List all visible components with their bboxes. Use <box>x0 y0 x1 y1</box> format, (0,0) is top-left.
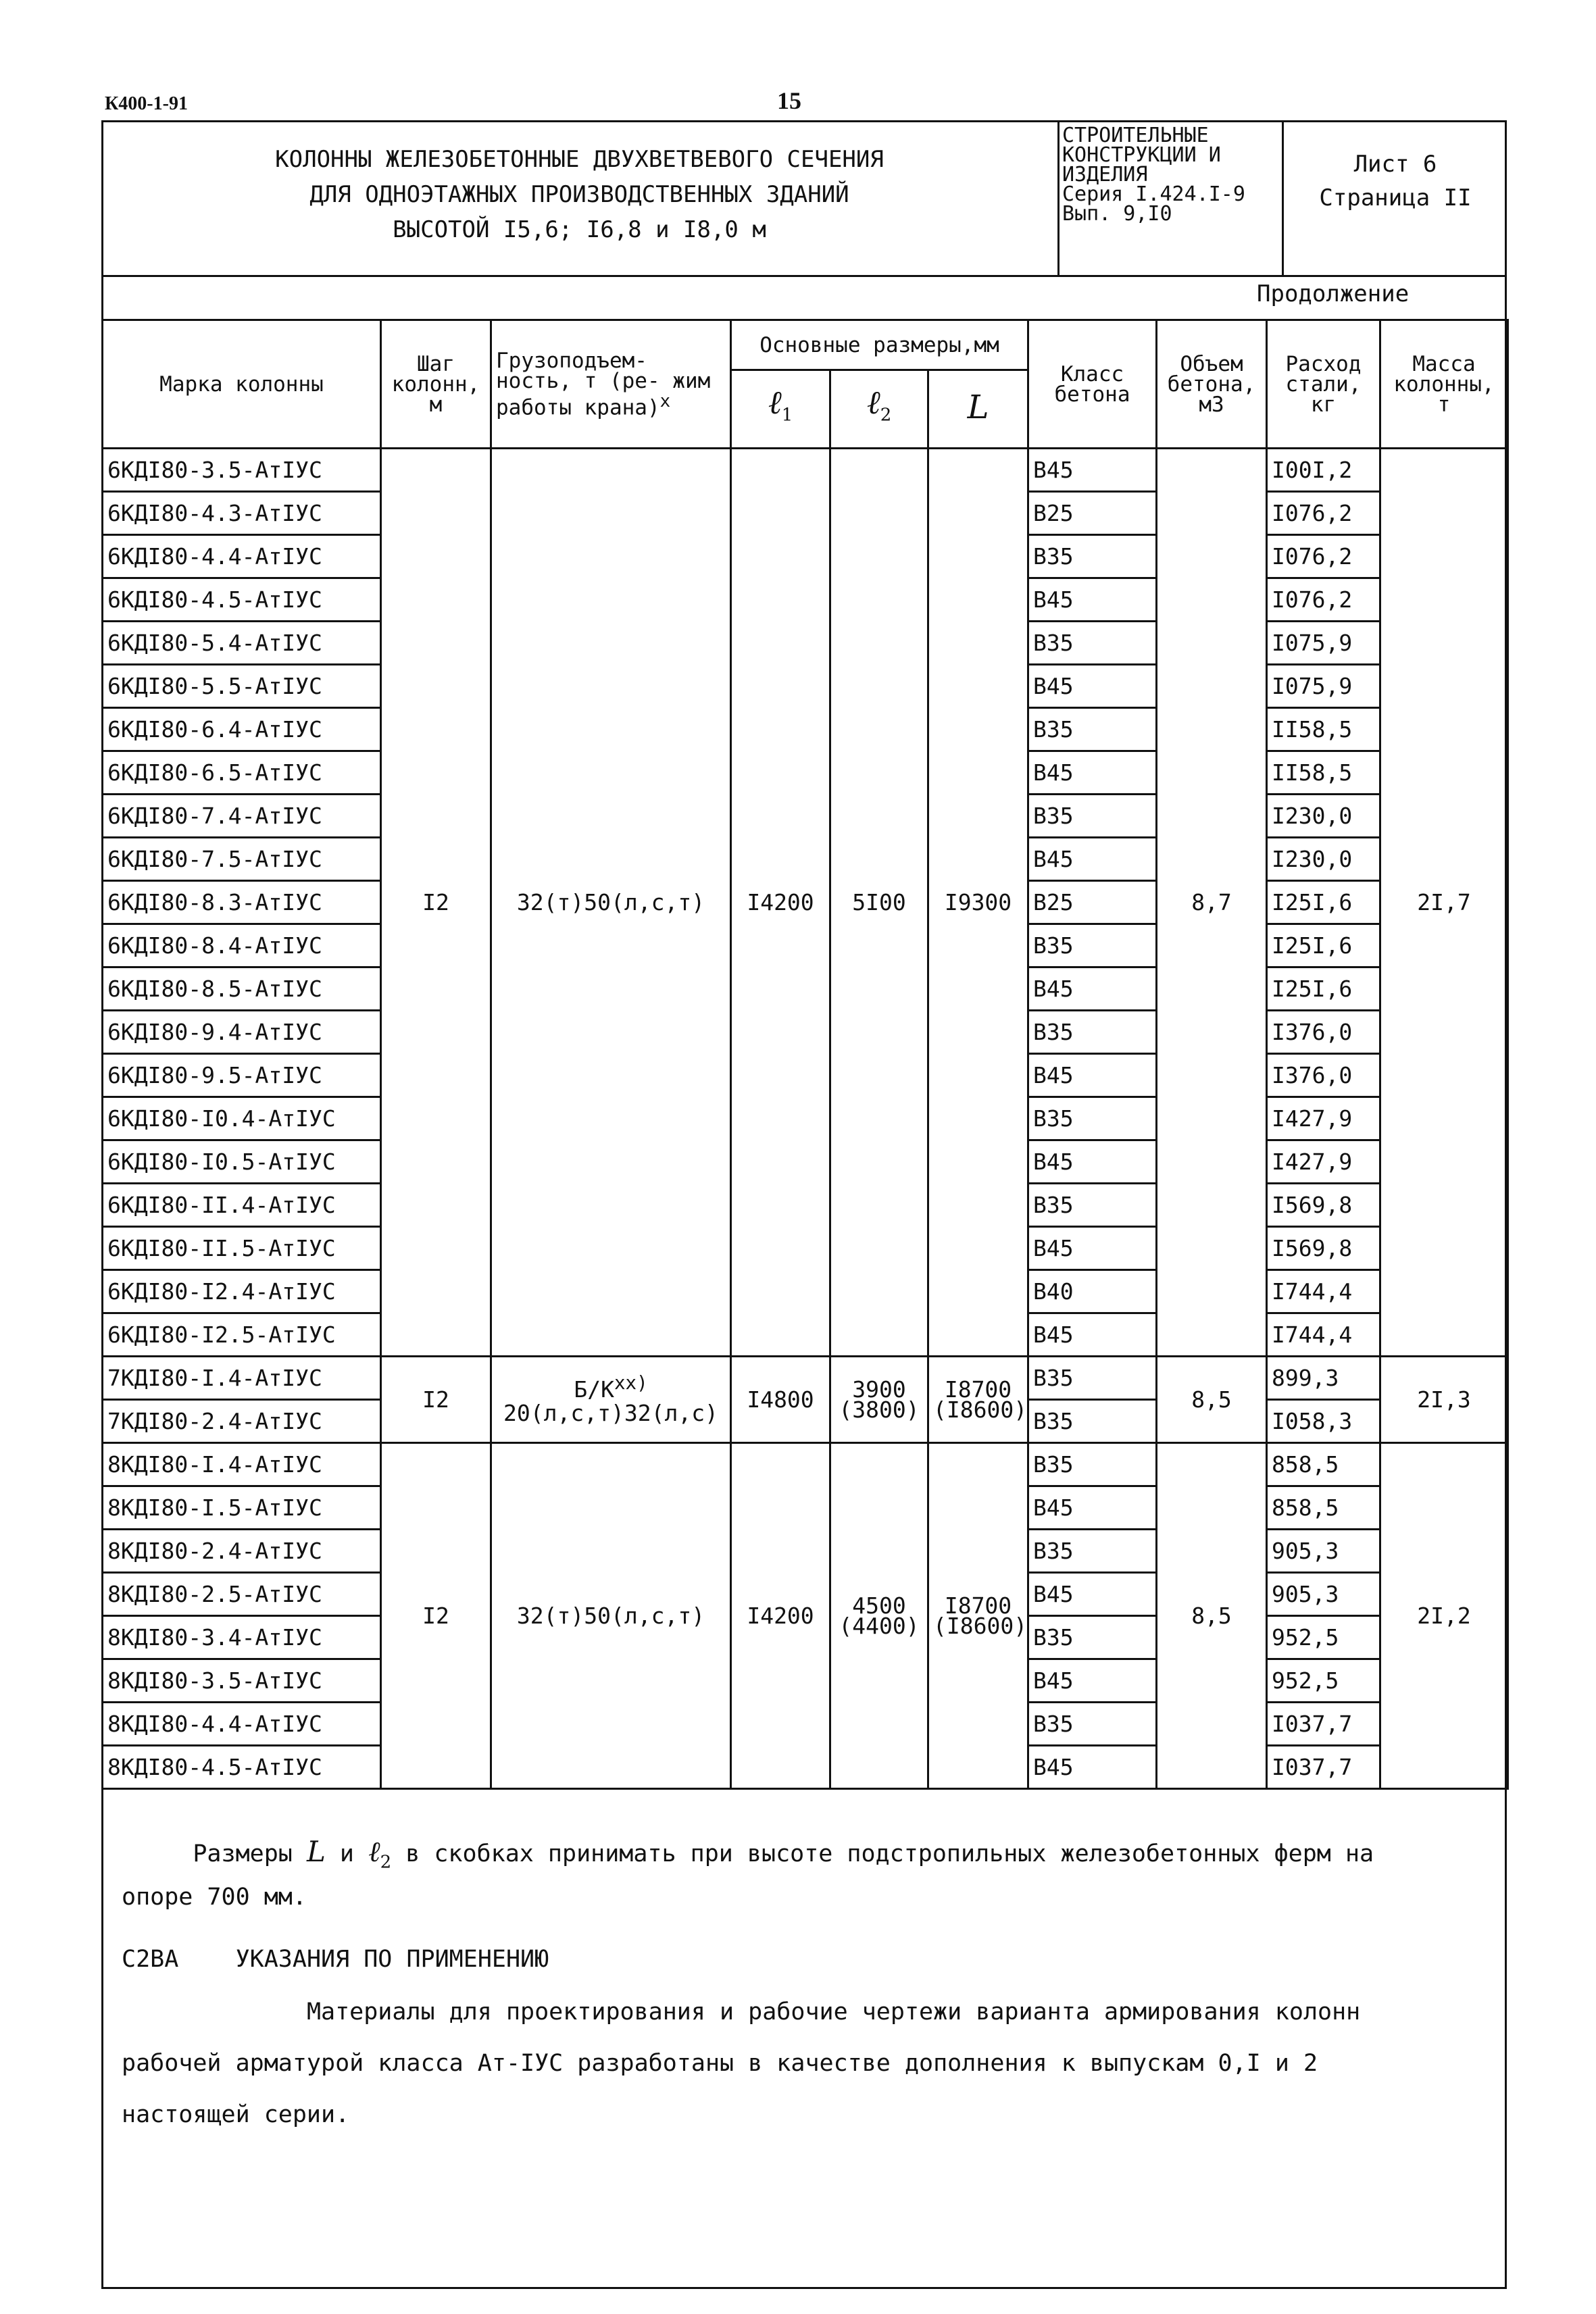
steel-cell: 905,3 <box>1267 1530 1380 1573</box>
table-row <box>103 1443 1508 1486</box>
header-capacity-text: Грузоподъем- ность, т (ре- жим работы крана) <box>496 348 711 420</box>
mark-cell: 8КДI80-2.5-АтIУС <box>103 1573 381 1616</box>
mark-cell: 6КДI80-7.4-АтIУС <box>103 795 381 838</box>
capacity-value: 20(л,с,т)32(л,с) <box>503 1400 718 1426</box>
steel-cell: II58,5 <box>1267 708 1380 751</box>
L-cell <box>928 1443 1028 1789</box>
capacity-cell <box>491 1443 731 1789</box>
header-steel: Расход стали, кг <box>1267 320 1380 449</box>
sheet-box <box>1284 120 1507 277</box>
mark-cell: 6КДI80-4.3-АтIУС <box>103 492 381 535</box>
page-label: Страница II <box>1319 184 1472 211</box>
section-heading <box>122 1946 549 1973</box>
step-cell: I2 <box>381 1357 491 1443</box>
steel-cell: I230,0 <box>1267 838 1380 881</box>
header-concrete-class: Класс бетона <box>1028 320 1157 449</box>
steel-cell: I569,8 <box>1267 1184 1380 1227</box>
header-L: L <box>928 370 1028 449</box>
header-capacity <box>491 320 731 449</box>
class-cell: В35 <box>1028 795 1157 838</box>
L-alt-value: (I8600) <box>933 1612 1028 1639</box>
header-l2: ℓ$_2$ <box>830 370 928 449</box>
mark-cell: 6КДI80-6.4-АтIУС <box>103 708 381 751</box>
L-value: I8700 <box>944 1376 1012 1403</box>
mark-cell: 8КДI80-3.5-АтIУС <box>103 1659 381 1703</box>
steel-cell: I037,7 <box>1267 1703 1380 1746</box>
steel-cell: II58,5 <box>1267 751 1380 795</box>
l2-alt-value: (4400) <box>839 1612 920 1639</box>
table-row <box>103 1357 1508 1400</box>
l1-cell: I4200 <box>731 1443 830 1789</box>
l2-value: 3900 <box>852 1376 906 1403</box>
mark-cell: 6КДI80-I0.5-АтIУС <box>103 1140 381 1184</box>
class-cell: В35 <box>1028 1097 1157 1140</box>
series-line: Вып. 9,I0 <box>1062 202 1172 226</box>
l2-value: 5I00 <box>852 888 906 915</box>
capacity-value: 32(т)50(л,с,т) <box>516 889 705 915</box>
capacity-cell <box>491 449 731 1357</box>
footnote-text-2: в скобках принимать при высоте подстропильных железобетонных ферм на опоре 700 мм. <box>122 1840 1374 1911</box>
steel-cell: I427,9 <box>1267 1140 1380 1184</box>
class-cell: В45 <box>1028 967 1157 1011</box>
mark-cell: 6КДI80-I2.5-АтIУС <box>103 1313 381 1357</box>
columns-table <box>101 319 1509 1790</box>
steel-cell: I076,2 <box>1267 578 1380 622</box>
class-cell: В45 <box>1028 1227 1157 1270</box>
class-cell: В35 <box>1028 924 1157 967</box>
mark-cell: 6КДI80-I0.4-АтIУС <box>103 1097 381 1140</box>
mark-cell: 6КДI80-4.4-АтIУС <box>103 535 381 578</box>
application-paragraph: Материалы для проектирования и рабочие чертежи варианта армирования колонн рабочей арматурой класса Ат-IУС разработаны в качестве дополнения к выпускам 0,I и 2 настоящей серии. <box>122 1998 1361 2128</box>
mark-cell: 8КДI80-4.5-АтIУС <box>103 1746 381 1789</box>
L-cell <box>928 449 1028 1357</box>
mark-cell: 6КДI80-II.4-АтIУС <box>103 1184 381 1227</box>
class-cell: В45 <box>1028 1659 1157 1703</box>
capacity-crane-type: $Б/К^{хх)}$ <box>574 1372 648 1403</box>
volume-cell: 8,7 <box>1157 449 1267 1357</box>
steel-cell: I744,4 <box>1267 1270 1380 1313</box>
l2-cell <box>830 1357 928 1443</box>
footnote-and: и <box>339 1840 354 1867</box>
class-cell: В35 <box>1028 1703 1157 1746</box>
table-body <box>103 449 1508 1789</box>
class-cell: В45 <box>1028 665 1157 708</box>
steel-cell: I00I,2 <box>1267 449 1380 492</box>
steel-cell: 858,5 <box>1267 1443 1380 1486</box>
steel-cell: I25I,6 <box>1267 967 1380 1011</box>
steel-cell: I230,0 <box>1267 795 1380 838</box>
series-line: СТРОИТЕЛЬНЫЕ <box>1062 124 1209 147</box>
steel-cell: I744,4 <box>1267 1313 1380 1357</box>
steel-cell: 858,5 <box>1267 1486 1380 1530</box>
title-line: КОЛОННЫ ЖЕЛЕЗОБЕТОННЫЕ ДВУХВЕТВЕВОГО СЕЧЕНИЯ <box>275 146 884 173</box>
document-code: К400-1-91 <box>105 93 188 114</box>
mark-cell: 7КДI80-I.4-АтIУС <box>103 1357 381 1400</box>
steel-cell: I569,8 <box>1267 1227 1380 1270</box>
header-step: Шаг колонн, м <box>381 320 491 449</box>
section-title: УКАЗАНИЯ ПО ПРИМЕНЕНИЮ <box>235 1946 549 1973</box>
mark-cell: 6КДI80-8.3-АтIУС <box>103 881 381 924</box>
title-line: ДЛЯ ОДНОЭТАЖНЫХ ПРОИЗВОДСТВЕННЫХ ЗДАНИЙ <box>309 181 849 208</box>
steel-cell: I376,0 <box>1267 1011 1380 1054</box>
steel-cell: 952,5 <box>1267 1616 1380 1659</box>
header-mass: Масса колонны, т <box>1380 320 1508 449</box>
class-cell: В35 <box>1028 1011 1157 1054</box>
class-cell: В45 <box>1028 1573 1157 1616</box>
capacity-value: 32(т)50(л,с,т) <box>516 1603 705 1629</box>
mass-cell: 2I,3 <box>1380 1357 1508 1443</box>
L-value: I9300 <box>944 888 1012 915</box>
mass-cell: 2I,7 <box>1380 449 1508 1357</box>
steel-cell: I25I,6 <box>1267 881 1380 924</box>
class-cell: В45 <box>1028 1054 1157 1097</box>
mark-cell: 8КДI80-I.5-АтIУС <box>103 1486 381 1530</box>
title-line: ВЫСОТОЙ I5,6; I6,8 и I8,0 м <box>393 216 766 243</box>
mark-cell: 8КДI80-4.4-АтIУС <box>103 1703 381 1746</box>
class-cell: В25 <box>1028 881 1157 924</box>
mark-cell: 7КДI80-2.4-АтIУС <box>103 1400 381 1443</box>
class-cell: В45 <box>1028 838 1157 881</box>
class-cell: В35 <box>1028 1443 1157 1486</box>
class-cell: В45 <box>1028 1313 1157 1357</box>
header-mark: Марка колонны <box>103 320 381 449</box>
volume-cell: 8,5 <box>1157 1443 1267 1789</box>
series-box <box>1057 120 1284 277</box>
footnote <box>122 1834 1446 1915</box>
mark-cell: 6КДI80-5.4-АтIУС <box>103 622 381 665</box>
l2-cell <box>830 449 928 1357</box>
steel-cell: 899,3 <box>1267 1357 1380 1400</box>
l1-cell: I4800 <box>731 1357 830 1443</box>
class-cell: В25 <box>1028 492 1157 535</box>
class-cell: В35 <box>1028 1184 1157 1227</box>
continuation-label: Продолжение <box>1257 280 1410 307</box>
class-cell: В45 <box>1028 751 1157 795</box>
page-number: 15 <box>777 87 801 114</box>
symbol-L: L <box>306 1835 326 1868</box>
document-title <box>101 142 1057 247</box>
mark-cell: 6КДI80-7.5-АтIУС <box>103 838 381 881</box>
class-cell: В40 <box>1028 1270 1157 1313</box>
l2-alt-value: (3800) <box>839 1396 920 1423</box>
symbol-l2: ℓ$_2$ <box>368 1835 392 1873</box>
steel-cell: I427,9 <box>1267 1097 1380 1140</box>
class-cell: В35 <box>1028 1616 1157 1659</box>
mark-cell: 6КДI80-I2.4-АтIУС <box>103 1270 381 1313</box>
mark-cell: 6КДI80-II.5-АтIУС <box>103 1227 381 1270</box>
class-cell: В45 <box>1028 449 1157 492</box>
L-cell <box>928 1357 1028 1443</box>
volume-cell: 8,5 <box>1157 1357 1267 1443</box>
table-row <box>103 449 1508 492</box>
mark-cell: 6КДI80-8.4-АтIУС <box>103 924 381 967</box>
step-cell: I2 <box>381 449 491 1357</box>
series-line: КОНСТРУКЦИИ И <box>1062 143 1221 167</box>
steel-cell: I376,0 <box>1267 1054 1380 1097</box>
l1-cell: I4200 <box>731 449 830 1357</box>
steel-cell: 905,3 <box>1267 1573 1380 1616</box>
class-cell: В35 <box>1028 1400 1157 1443</box>
mass-cell: 2I,2 <box>1380 1443 1508 1789</box>
sheet-number: Лист 6 <box>1353 151 1437 178</box>
l2-value: 4500 <box>852 1592 906 1619</box>
header-dims: Основные размеры,мм <box>731 320 1028 370</box>
mark-cell: 6КДI80-8.5-АтIУС <box>103 967 381 1011</box>
class-cell: В35 <box>1028 1530 1157 1573</box>
L-value: I8700 <box>944 1592 1012 1619</box>
header-volume: Объем бетона, м3 <box>1157 320 1267 449</box>
capacity-cell <box>491 1357 731 1443</box>
steel-cell: I058,3 <box>1267 1400 1380 1443</box>
steel-cell: I076,2 <box>1267 492 1380 535</box>
series-line: Серия I.424.I-9 <box>1062 182 1245 206</box>
mark-cell: 6КДI80-3.5-АтIУС <box>103 449 381 492</box>
class-cell: В45 <box>1028 1486 1157 1530</box>
mark-cell: 6КДI80-9.4-АтIУС <box>103 1011 381 1054</box>
steel-cell: 952,5 <box>1267 1659 1380 1703</box>
steel-cell: I075,9 <box>1267 665 1380 708</box>
mark-cell: 6КДI80-5.5-АтIУС <box>103 665 381 708</box>
class-cell: В45 <box>1028 1746 1157 1789</box>
step-cell: I2 <box>381 1443 491 1789</box>
mark-cell: 6КДI80-6.5-АтIУС <box>103 751 381 795</box>
mark-cell: 8КДI80-2.4-АтIУС <box>103 1530 381 1573</box>
mark-cell: 6КДI80-4.5-АтIУС <box>103 578 381 622</box>
steel-cell: I037,7 <box>1267 1746 1380 1789</box>
mark-cell: 6КДI80-9.5-АтIУС <box>103 1054 381 1097</box>
section-code: С2ВА <box>122 1946 179 1973</box>
mark-cell: 8КДI80-I.4-АтIУС <box>103 1443 381 1486</box>
footnote-text: Размеры <box>193 1840 293 1867</box>
class-cell: В35 <box>1028 1357 1157 1400</box>
class-cell: В35 <box>1028 622 1157 665</box>
class-cell: В45 <box>1028 578 1157 622</box>
L-alt-value: (I8600) <box>933 1396 1028 1423</box>
mark-cell: 8КДI80-3.4-АтIУС <box>103 1616 381 1659</box>
series-line: ИЗДЕЛИЯ <box>1062 163 1148 186</box>
class-cell: В35 <box>1028 708 1157 751</box>
class-cell: В35 <box>1028 535 1157 578</box>
steel-cell: I075,9 <box>1267 622 1380 665</box>
l2-cell <box>830 1443 928 1789</box>
steel-cell: I25I,6 <box>1267 924 1380 967</box>
header-capacity-sup: х <box>659 391 671 411</box>
header-l1: ℓ$_1$ <box>731 370 830 449</box>
steel-cell: I076,2 <box>1267 535 1380 578</box>
class-cell: В45 <box>1028 1140 1157 1184</box>
